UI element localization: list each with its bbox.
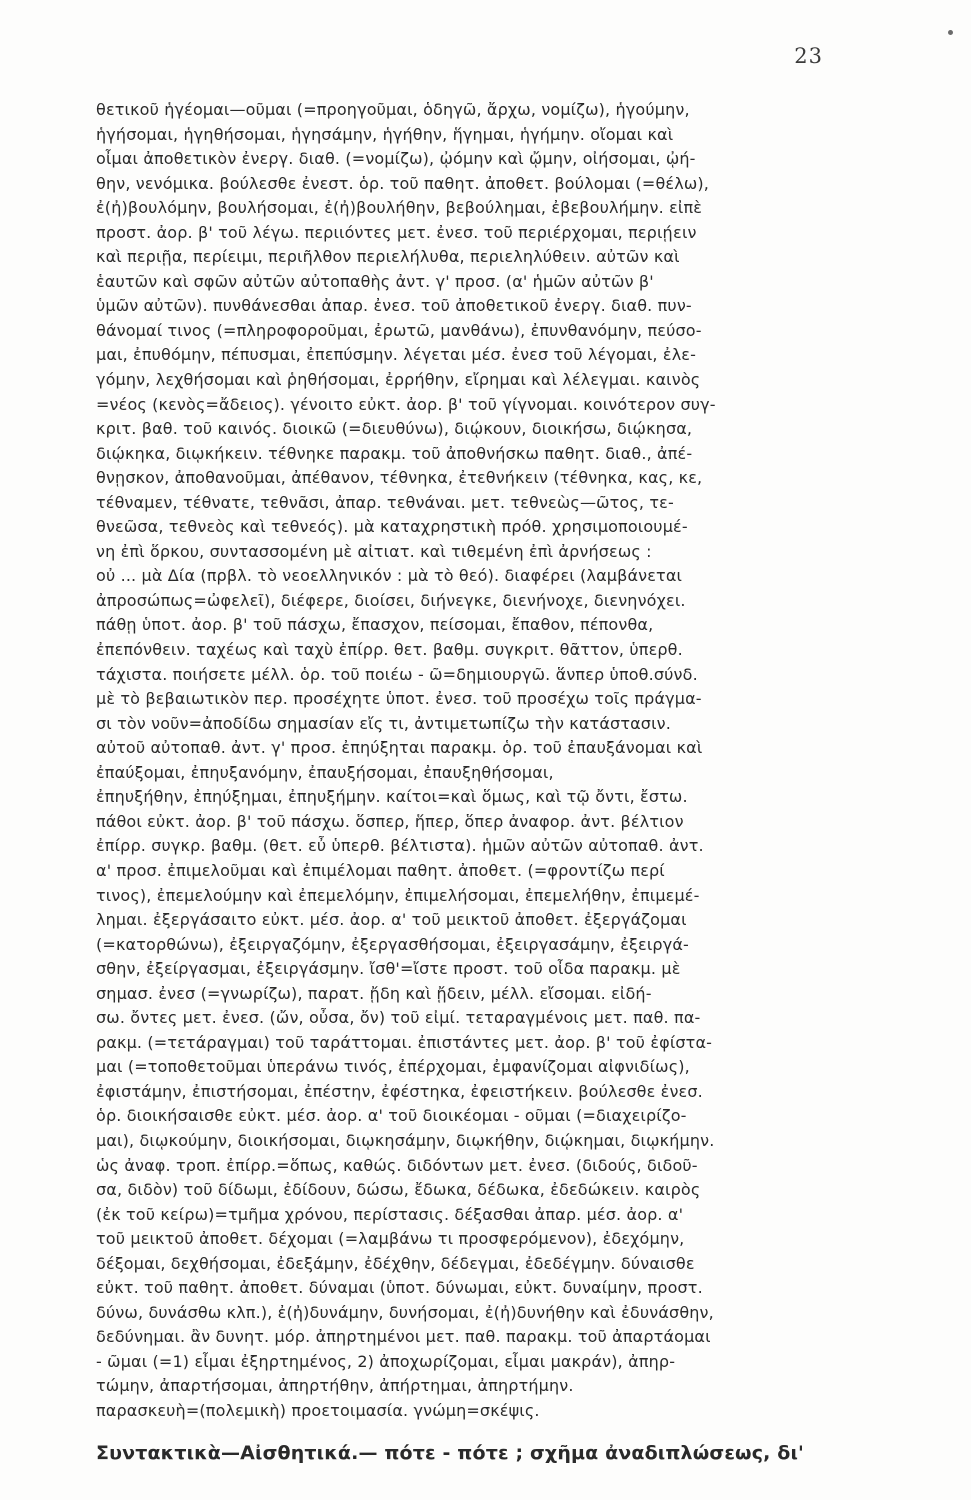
text-line: τινος), ἐπεμελούμην καὶ ἐπεμελόμην, ἐπιμελήσομαι, ἐπεμελήθην, ἐπιμεμέ- — [96, 885, 700, 905]
text-line: (=κατορθώνω), ἐξειργαζόμην, ἐξεργασθήσομαι, ἐξειργασάμην, ἐξειργά- — [96, 934, 689, 954]
text-line: ἀπροσώπως=ὠφελεῖ), διέφερε, διοίσει, διήνεγκε, διενήνοχε, διενηνόχει. — [96, 590, 686, 610]
text-line: ἐπηυξήθην, ἐπηύξημαι, ἐπηυξήμην. καίτοι=καὶ ὅμως, καὶ τῷ ὄντι, ἔστω. — [96, 787, 688, 807]
text-line: θην, νενόμικα. βούλεσθε ἐνεστ. ὁρ. τοῦ παθητ. ἀποθετ. βούλομαι (=θέλω), — [96, 173, 709, 193]
text-line: παρασκευὴ=(πολεμικὴ) προετοιμασία. γνώμη=σκέψις. — [96, 1400, 540, 1420]
text-line: α' προσ. ἐπιμελοῦμαι καὶ ἐπιμέλομαι παθητ. ἀποθετ. (=φροντίζω περί — [96, 860, 665, 880]
text-line: προστ. ἀορ. β' τοῦ λέγω. περιιόντες μετ. ἐνεσ. τοῦ περιέρχομαι, περιῄειν — [96, 222, 697, 242]
text-line: σημασ. ἐνεσ (=γνωρίζω), παρατ. ᾔδη καὶ ᾔδειν, μέλλ. εἴσομαι. εἰδή- — [96, 983, 652, 1003]
text-line: εὐκτ. τοῦ παθητ. ἀποθετ. δύναμαι (ὑποτ. δύνωμαι, εὐκτ. δυναίμην, προστ. — [96, 1278, 703, 1298]
text-line: θνεῶσα, τεθνεὸς καὶ τεθνεός). μὰ καταχρηστικὴ πρόθ. χρησιμοποιουμέ- — [96, 517, 688, 537]
body-text — [96, 98, 876, 1468]
text-line: νη ἐπὶ ὅρκου, συντασσομένη μὲ αἰτιατ. καὶ τιθεμένη ἐπὶ ἀρνήσεως : — [96, 541, 652, 561]
text-line: τέθναμεν, τέθνατε, τεθνᾶσι, ἀπαρ. τεθνάναι. μετ. τεθνεὼς—ῶτος, τε- — [96, 492, 674, 512]
text-line: τώμην, ἀπαρτήσομαι, ἀπηρτήθην, ἀπήρτημαι, ἀπηρτήμην. — [96, 1376, 574, 1396]
text-line: οὐ ... μὰ Δία (πρβλ. τὸ νεοελληνικόν : μὰ τὸ θεό). διαφέρει (λαμβάνεται — [96, 566, 683, 586]
text-line: σα, διδὸν) τοῦ δίδωμι, ἐδίδουν, δώσω, ἔδωκα, δέδωκα, ἐδεδώκειν. καιρὸς — [96, 1180, 701, 1200]
text-line: θνῃσκον, ἀποθανοῦμαι, ἀπέθανον, τέθνηκα, ἐτεθνήκειν (τέθνηκα, κας, κε, — [96, 468, 703, 488]
text-line: ὡς ἀναφ. τροπ. ἐπίρρ.=ὅπως, καθώς. διδόντων μετ. ἐνεσ. (διδούς, διδοῦ- — [96, 1155, 698, 1175]
text-line: σι τὸν νοῦν=ἀποδίδω σημασίαν εἴς τι, ἀντιμετωπίζω τὴν κατάστασιν. — [96, 713, 671, 733]
text-line: θετικοῦ ἡγέομαι—οῦμαι (=προηγοῦμαι, ὁδηγῶ, ἄρχω, νομίζω), ἡγούμην, — [96, 100, 690, 119]
text-line: ἐπαύξομαι, ἐπηυξανόμην, ἐπαυξήσομαι, ἐπαυξηθήσομαι, — [96, 762, 554, 782]
text-line: ρακμ. (=τετάραγμαι) τοῦ ταράττομαι. ἐπιστάντες μετ. ἀορ. β' τοῦ ἐφίστα- — [96, 1032, 713, 1052]
text-line: (ἐκ τοῦ κείρω)=τμῆμα χρόνου, περίστασις. δέξασθαι ἀπαρ. μέσ. ἀορ. α' — [96, 1204, 684, 1224]
text-line: =νέος (κενὸς=ἄδειος). γένοιτο εὐκτ. ἀορ. β' τοῦ γίγνομαι. κοινότερον συγ- — [96, 394, 716, 414]
text-line: μαι (=τοποθετοῦμαι ὑπεράνω τινός, ἐπέρχομαι, ἐμφανίζομαι αἰφνιδίως), — [96, 1057, 690, 1077]
text-line: θάνομαί τινος (=πληροφοροῦμαι, ἐρωτῶ, μανθάνω), ἐπυνθανόμην, πεύσο- — [96, 320, 702, 340]
text-line: δέξομαι, δεχθήσομαι, ἐδεξάμην, ἐδέχθην, δέδεγμαι, ἐδεδέγμην. δύναισθε — [96, 1253, 695, 1273]
text-line: σθην, ἐξείργασμαι, ἐξειργάσμην. ἴσθ'=ἴστε προστ. τοῦ οἶδα παρακμ. μὲ — [96, 959, 681, 979]
text-line: οἶμαι ἀποθετικὸν ἐνεργ. διαθ. (=νομίζω), ᾠόμην καὶ ᾤμην, οἰήσομαι, ᾠή- — [96, 149, 696, 169]
text-line: μαι), διῳκούμην, διοικήσομαι, διῳκησάμην, διῳκήθην, διῴκημαι, διῳκήμην. — [96, 1130, 715, 1150]
text-line: γόμην, λεχθήσομαι καὶ ῥηθήσομαι, ἐρρήθην, εἴρημαι καὶ λέλεγμαι. καινὸς — [96, 370, 701, 390]
text-line: δεδύνημαι. ἂν δυνητ. μόρ. ἀπηρτημένοι μετ. παθ. παρακμ. τοῦ ἀπαρτάομαι — [96, 1327, 711, 1347]
text-line: δύνω, δυνάσθω κλπ.), ἐ(ἠ)δυνάμην, δυνήσομαι, ἐ(ἠ)δυνήθην καὶ ἐδυνάσθην, — [96, 1302, 714, 1322]
text-line: μὲ τὸ βεβαιωτικὸν περ. προσέχητε ὑποτ. ἐνεσ. τοῦ προσέχω τοῖς πράγμα- — [96, 689, 702, 709]
text-line: ἐ(ἠ)βουλόμην, βουλήσομαι, ἐ(ἠ)βουλήθην, βεβούλημαι, ἐβεβουλήμην. εἰπὲ — [96, 198, 703, 218]
text-line: σω. ὄντες μετ. ἐνεσ. (ὤν, οὖσα, ὄν) τοῦ εἰμί. τεταραγμένοις μετ. παθ. πα- — [96, 1008, 701, 1028]
text-line: πάθοι εὐκτ. ἀορ. β' τοῦ πάσχω. ὅσπερ, ἥπερ, ὅπερ ἀναφορ. ἀντ. βέλτιον — [96, 811, 684, 831]
text-line: ἐπίρρ. συγκρ. βαθμ. (θετ. εὖ ὑπερθ. βέλτιστα). ἡμῶν αὐτῶν αὐτοπαθ. ἀντ. — [96, 836, 704, 856]
text-line: ἐφιστάμην, ἐπιστήσομαι, ἐπέστην, ἐφέστηκα, ἐφειστήκειν. βούλεσθε ἐνεσ. — [96, 1081, 703, 1101]
text-line: ὑμῶν αὐτῶν). πυνθάνεσθαι ἀπαρ. ἐνεσ. τοῦ ἀποθετικοῦ ἐνεργ. διαθ. πυν- — [96, 296, 692, 316]
page-number: 23 — [794, 44, 823, 68]
text-line: τοῦ μεικτοῦ ἀποθετ. δέχομαι (=λαμβάνω τι προσφερόμενον), ἐδεχόμην, — [96, 1229, 685, 1249]
section-heading-line: Συντακτικὰ—Αἰσθητικά.— πότε - πότε ; σχῆμα ἀναδιπλώσεως, δι' — [96, 1441, 804, 1464]
text-line: διῴκηκα, διῳκήκειν. τέθνηκε παρακμ. τοῦ ἀποθνήσκω παθητ. διαθ., ἀπέ- — [96, 443, 693, 463]
text-line: λημαι. ἐξεργάσαιτο εὐκτ. μέσ. ἀορ. α' τοῦ μεικτοῦ ἀποθετ. ἐξεργάζομαι — [96, 910, 687, 930]
text-line: - ῶμαι (=1) εἶμαι ἐξηρτημένος, 2) ἀποχωρίζομαι, εἶμαι μακράν), ἀπηρ- — [96, 1351, 676, 1371]
text-line: τάχιστα. ποιήσετε μέλλ. ὁρ. τοῦ ποιέω - ῶ=δημιουργῶ. ἅνπερ ὑποθ.σύνδ. — [96, 664, 698, 684]
text-line: ἐπεπόνθειν. ταχέως καὶ ταχὺ ἐπίρρ. θετ. βαθμ. συγκριτ. θᾶττον, ὑπερθ. — [96, 640, 683, 660]
text-line: κριτ. βαθ. τοῦ καινός. διοικῶ (=διευθύνω), διῴκουν, διοικήσω, διῴκησα, — [96, 419, 693, 439]
text-line: καὶ περιῇα, περίειμι, περιῆλθον περιελήλυθα, περιεληλύθειν. αὐτῶν καὶ — [96, 247, 680, 267]
text-line: πάθῃ ὑποτ. ἀορ. β' τοῦ πάσχω, ἔπασχον, πείσομαι, ἔπαθον, πέπονθα, — [96, 615, 654, 635]
text-line: αὐτοῦ αὐτοπαθ. ἀντ. γ' προσ. ἐπηύξηται παρακμ. ὁρ. τοῦ ἐπαυξάνομαι καὶ — [96, 738, 703, 758]
text-line: ἑαυτῶν καὶ σφῶν αὐτῶν αὐτοπαθὴς ἀντ. γ' προσ. (α' ἡμῶν αὐτῶν β' — [96, 271, 654, 291]
text-line: ὁρ. διοικήσαισθε εὐκτ. μέσ. ἀορ. α' τοῦ διοικέομαι - οῦμαι (=διαχειρίζο- — [96, 1106, 687, 1126]
text-line: μαι, ἐπυθόμην, πέπυσμαι, ἐπεπύσμην. λέγεται μέσ. ἐνεσ τοῦ λέγομαι, ἐλε- — [96, 345, 697, 365]
text-line: ἡγήσομαι, ἡγηθήσομαι, ἡγησάμην, ἡγήθην, ἥγημαι, ἡγήμην. οἴομαι καὶ — [96, 124, 674, 144]
speck-mark — [948, 30, 953, 35]
